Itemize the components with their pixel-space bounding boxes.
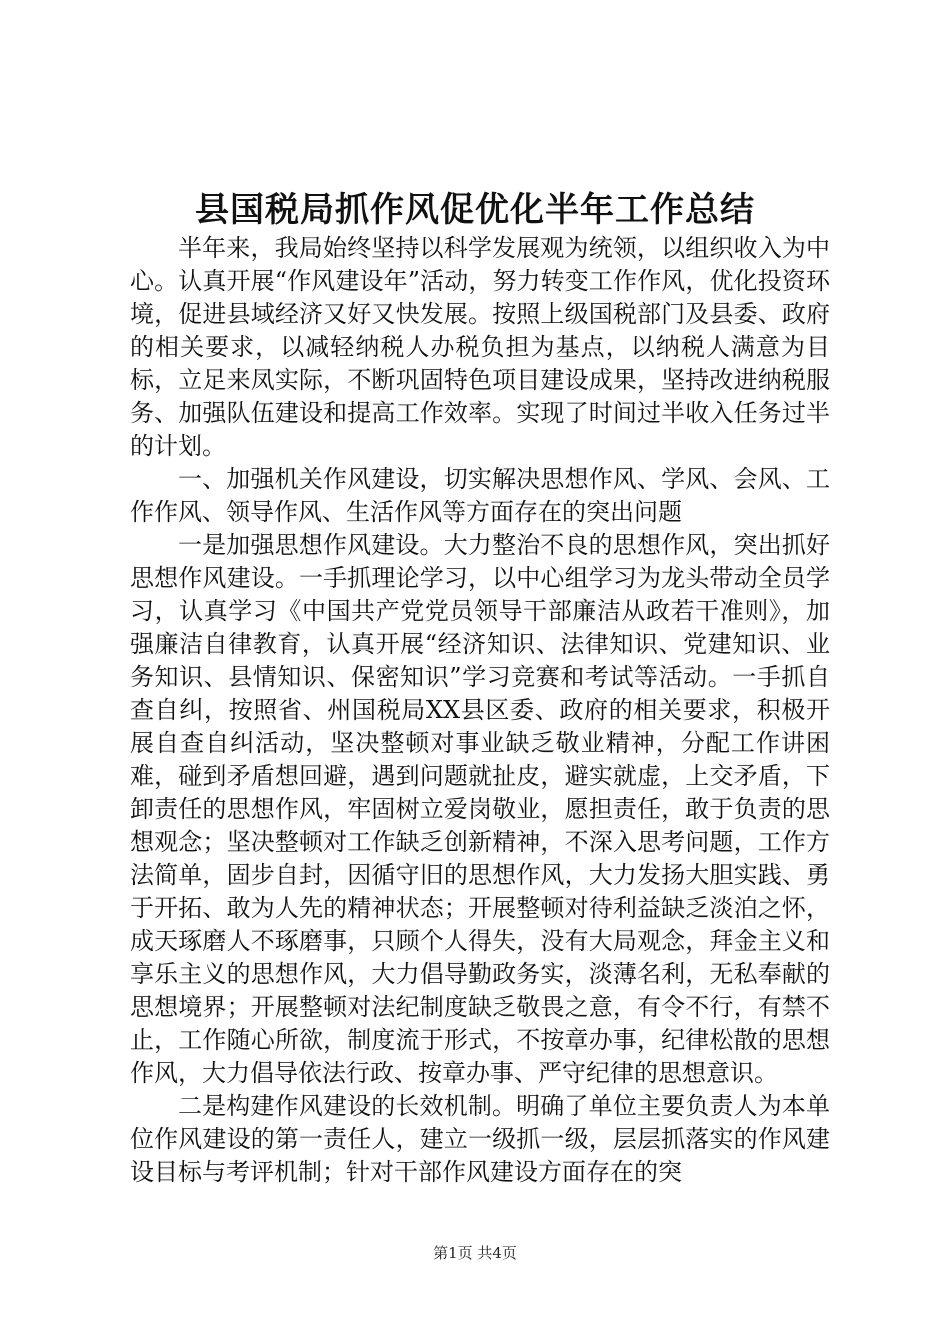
document-body (130, 232, 830, 1189)
paragraph-intro: 半年来，我局始终坚持以科学发展观为统领，以组织收入为中心。认真开展“作风建设年”活动，努力转变工作作风，优化投资环境，促进县域经济又好又快发展。按照上级国税部门及县委、政府的相关要求，以减轻纳税人办税负担为基点，以纳税人满意为目标，立足来凤实际，不断巩固特色项目建设成果，坚持改进纳税服务、加强队伍建设和提高工作效率。实现了时间过半收入任务过半的计划。 (130, 234, 830, 460)
paragraph-thought-style: 一是加强思想作风建设。大力整治不良的思想作风，突出抓好思想作风建设。一手抓理论学习，以中心组学习为龙头带动全员学习，认真学习《中国共产党党员领导干部廉洁从政若干准则》，加强廉洁自律教育，认真开展“经济知识、法律知识、党建知识、业务知识、县情知识、保密知识”学习竞赛和考试等活动。一手抓自查自纠，按照省、州国税局XX县区委、政府的相关要求，积极开展自查自纠活动，坚决整顿对事业缺乏敬业精神，分配工作讲困难，碰到矛盾想回避，遇到问题就扯皮，避实就虚，上交矛盾，下卸责任的思想作风，牢固树立爱岗敬业，愿担责任，敢于负责的思想观念；坚决整顿对工作缺乏创新精神，不深入思考问题，工作方法简单，固步自封，因循守旧的思想作风，大力发扬大胆实践、勇于开拓、敢为人先的精神状态；开展整顿对待利益缺乏淡泊之怀，成天琢磨人不琢磨事，只顾个人得失，没有大局观念，拜金主义和享乐主义的思想作风，大力倡导勤政务实，淡薄名利，无私奉献的思想境界；开展整顿对法纪制度缺乏敬畏之意，有令不行，有禁不止，工作随心所欲，制度流于形式，不按章办事，纪律松散的思想作风，大力倡导依法行政、按章办事、严守纪律的思想意识。 (130, 531, 830, 1087)
document-title: 县国税局抓作风促优化半年工作总结 (195, 190, 755, 230)
paragraph-section-heading: 一、加强机关作风建设，切实解决思想作风、学风、会风、工作作风、领导作风、生活作风等方面存在的突出问题 (130, 465, 830, 526)
page-number-footer: 第1页 共4页 (433, 1244, 517, 1262)
paragraph-long-term-mechanism: 二是构建作风建设的长效机制。明确了单位主要负责人为本单位作风建设的第一责任人，建立一级抓一级，层层抓落实的作风建设目标与考评机制；针对干部作风建设方面存在的突 (130, 1092, 830, 1186)
